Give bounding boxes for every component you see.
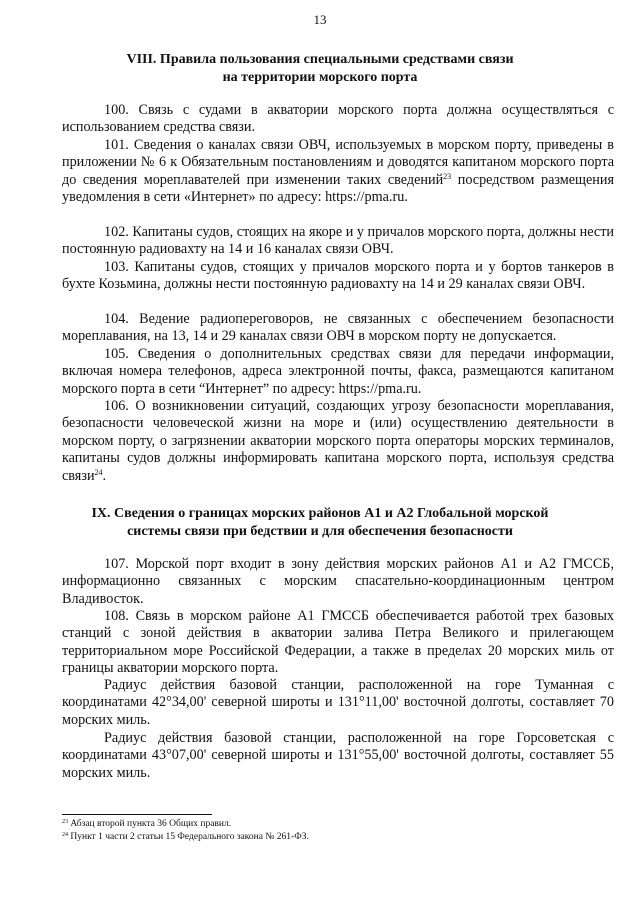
paragraph-105: 105. Сведения о дополнительных средствах связи для передачи информации, включая номера телефонов, адреса электронной почты, факса, размещаются капитаном морского порта в сети “Интернет” по адресу: https://pma.ru. bbox=[62, 346, 614, 397]
paragraph-106: 106. О возникновении ситуаций, создающих угрозу безопасности мореплавания, безопасности человеческой жизни на море и (или) осуществлению деятельности в морском порту, о загрязнении акватории морского порта операторы морских терминалов, капитаны судов должны информировать капитана морского порта, используя средства связи$^{24}$. bbox=[62, 398, 614, 484]
section-8-heading-line2: на территории морского порта bbox=[222, 70, 418, 85]
paragraph-108: 108. Связь в морском районе А1 ГМССБ обеспечивается работой трех базовых станций с зоной действия в акватории залива Петра Великого и прилегающем территориальном море Российской Федерации, а также в пределах 20 морских миль от границы акватории морского порта. bbox=[62, 608, 614, 677]
footnote-divider bbox=[62, 814, 212, 815]
paragraph-103: 103. Капитаны судов, стоящих у причалов морского порта и у бортов танкеров в бухте Козьмина, должны нести постоянную радиовахту на 14 и 29 каналах связи ОВЧ. bbox=[62, 259, 614, 293]
section-9-heading-line2: системы связи при бедствии и для обеспечения безопасности bbox=[127, 524, 513, 539]
footnote-24: $^{24}$ Пункт 1 части 2 статьи 15 Федерального закона № 261-ФЗ. bbox=[62, 832, 309, 842]
section-9-heading bbox=[0, 505, 640, 541]
paragraph-107: 107. Морской порт входит в зону действия морских районов А1 и А2 ГМССБ, информационно связанных с морским спасательно-координационным центром Владивосток. bbox=[62, 556, 614, 607]
section-9-heading-line1: IX. Сведения о границах морских районов А1 и А2 Глобальной морской bbox=[91, 506, 549, 521]
paragraph-101: 101. Сведения о каналах связи ОВЧ, используемых в морском порту, приведены в приложении № 6 к Обязательным постановлениям и доводятся капитаном морского порта до сведения мореплавателей при изменении таких сведений$^{23}$ посредством размещения уведомления в сети «Интернет» по адресу: https://pma.ru. bbox=[62, 137, 614, 206]
paragraph-radius-gorsovetskaya: Радиус действия базовой станции, расположенной на горе Горсоветская с координатами 43°07,00' северной широты и 131°55,00' восточной долготы, составляет 55 морских миль. bbox=[62, 730, 614, 781]
paragraph-radius-tumannaya: Радиус действия базовой станции, расположенной на горе Туманная с координатами 42°34,00' северной широты и 131°11,00' восточной долготы, составляет 70 морских миль. bbox=[62, 677, 614, 728]
footnote-23: $^{23}$ Абзац второй пункта 36 Общих правил. bbox=[62, 819, 232, 829]
page-number: 13 bbox=[313, 12, 327, 27]
paragraph-102: 102. Капитаны судов, стоящих на якоре и у причалов морского порта, должны нести постоянную радиовахту на 14 и 16 каналах связи ОВЧ. bbox=[62, 224, 614, 258]
section-8-heading bbox=[0, 51, 640, 87]
paragraph-100: 100. Связь с судами в акватории морского порта должна осуществляться с использованием средства связи. bbox=[62, 102, 614, 136]
footnote-ref-23: 23 bbox=[443, 171, 452, 181]
footnote-ref-24: 24 bbox=[94, 467, 103, 477]
paragraph-104: 104. Ведение радиопереговоров, не связанных с обеспечением безопасности мореплавания, на 13, 14 и 29 каналах связи ОВЧ в морском порту не допускается. bbox=[62, 311, 614, 345]
section-8-heading-line1: VIII. Правила пользования специальными средствами связи bbox=[126, 52, 514, 67]
